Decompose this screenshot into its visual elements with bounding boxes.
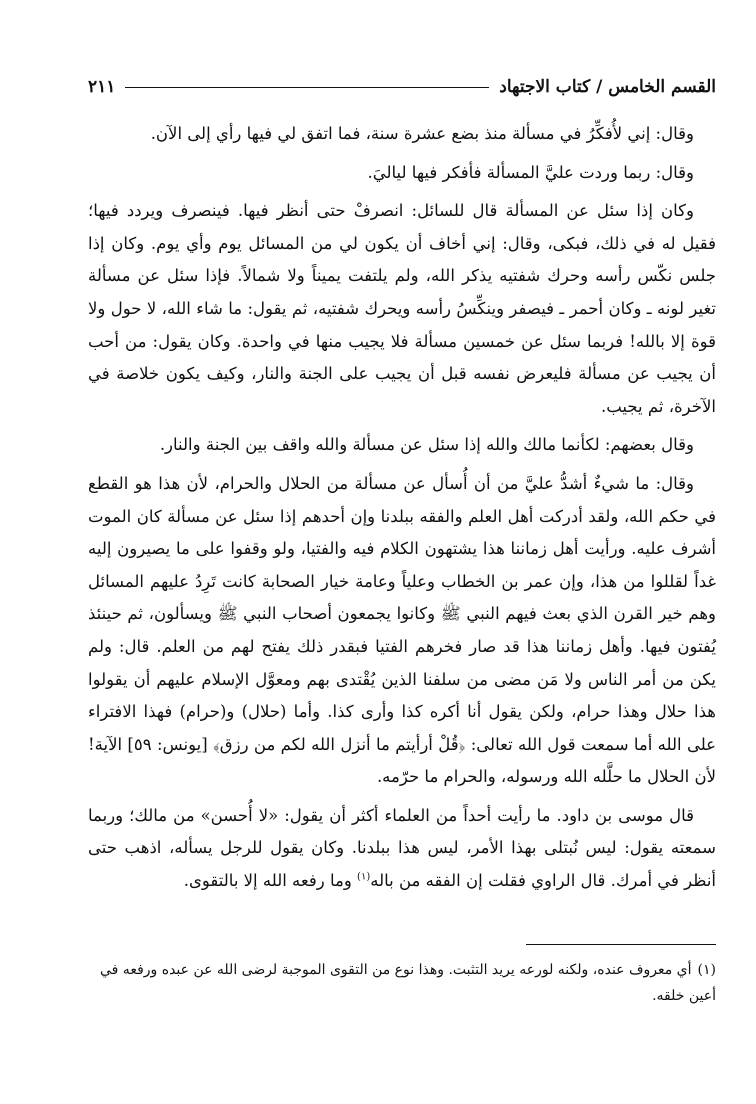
page-number: ٢١١ — [88, 77, 116, 97]
header-rule — [125, 87, 489, 88]
book-page — [88, 70, 716, 1080]
paragraph: وكان إذا سئل عن المسألة قال للسائل: انصرفْ حتى أنظر فيها. فينصرف ويردد فيها؛ فقيل له في ذلك، فبكى، وقال: إني أخاف أن يكون لي من المسائل يوم وأي يوم. وكان إذا جلس نكّس رأسه وحرك شفتيه يذكر الله، ولم يلتفت يميناً ولا شمالاً. فإذا سئل عن مسألة تغير لونه ـ وكان أحمر ـ فيصفر وينكِّسُ رأسه ويحرك شفتيه، ثم يقول: ما شاء الله، لا حول ولا قوة إلا بالله! فربما سئل عن خمسين مسألة فلا يجيب منها في واحدة. وكان يقول: من أحب أن يجيب عن مسألة فليعرض نفسه قبل أن يجيب على الجنة والنار، وكيف يكون خلاصة في الآخرة، ثم يجيب. — [88, 201, 716, 416]
main-text — [88, 118, 716, 898]
paragraph-tail: وما رفعه الله إلا بالتقوى. — [183, 871, 358, 891]
paragraph: وقال: ربما وردت عليَّ المسألة فأفكر فيها لياليَ. — [367, 162, 694, 182]
paragraph: وقال بعضهم: لكأنما مالك والله إذا سئل عن مسألة والله واقف بين الجنة والنار. — [159, 435, 694, 455]
running-header — [88, 70, 716, 104]
paragraph: وقال: إني لأُفكِّرُ في مسألة منذ بضع عشرة سنة، فما اتفق لي فيها رأي إلى الآن. — [150, 124, 694, 143]
footnote-separator — [526, 944, 716, 945]
paragraph — [88, 800, 716, 898]
footnote-text: أي معروف عنده، ولكنه لورعه يريد التثبت. وهذا نوع من التقوى الموجبة لرضى الله عن عبده ورفعه في أعين خلقه. — [100, 961, 716, 1004]
paragraph-text: قال موسى بن داود. ما رأيت أحداً من العلماء أكثر أن يقول: «لا أُحسن» من مالك؛ وربما سمعته يقول: ليس نُبتلى بهذا الأمر، ليس هذا ببلدنا. وكان يقول للرجل يسأله، اذهب حتى أنظر في أمرك. قال الراوي فقلت إن الفقه من باله — [88, 805, 716, 891]
footnote-reference[interactable]: (١) — [357, 871, 371, 883]
chapter-title: القسم الخامس / كتاب الاجتهاد — [499, 77, 716, 97]
footnote-number: (١) — [697, 961, 716, 978]
footnotes — [88, 957, 716, 1009]
paragraph: وقال: ما شيءٌ أشدُّ عليَّ من أن أُسأل عن مسألة من الحلال والحرام، لأن هذا هو القطع في حكم الله، ولقد أدركت أهل العلم والفقه ببلدنا وإن أحدهم إذا سئل عن مسألة كان الموت أشرف عليه. ورأيت أهل زماننا هذا يشتهون الكلام فيه والفتيا، ولو وقفوا على ما يصيرون إليه غداً لقللوا من هذا، وإن عمر بن الخطاب وعلياً وعامة خيار الصحابة كانت تَرِدُ عليهم المسائل وهم خير القرن الذي بعث فيهم النبي ﷺ وكانوا يجمعون أصحاب النبي ﷺ ويسألون، ثم حينئذ يُفتون فيها. وأهل زماننا هذا قد صار فخرهم الفتيا فبقدر ذلك يفتح لهم من العلم. قال: ولم يكن من أمر الناس ولا مَن مضى من سلفنا الذين يُقْتدى بهم ومعوَّل الإسلام عليهم أن يقولوا هذا حلال وهذا حرام، ولكن يقول أنا أكره كذا وأرى كذا. وأما (حلال) و(حرام) فهذا الافتراء على الله أما سمعت قول الله تعالى: ﴿قُلْ أرأيتم ما أنزل الله لكم من رزق﴾ [يونس: ٥٩] الآية! لأن الحلال ما حلَّله الله ورسوله، والحرام ما حرّمه. — [88, 473, 717, 787]
footnote — [88, 957, 716, 1009]
